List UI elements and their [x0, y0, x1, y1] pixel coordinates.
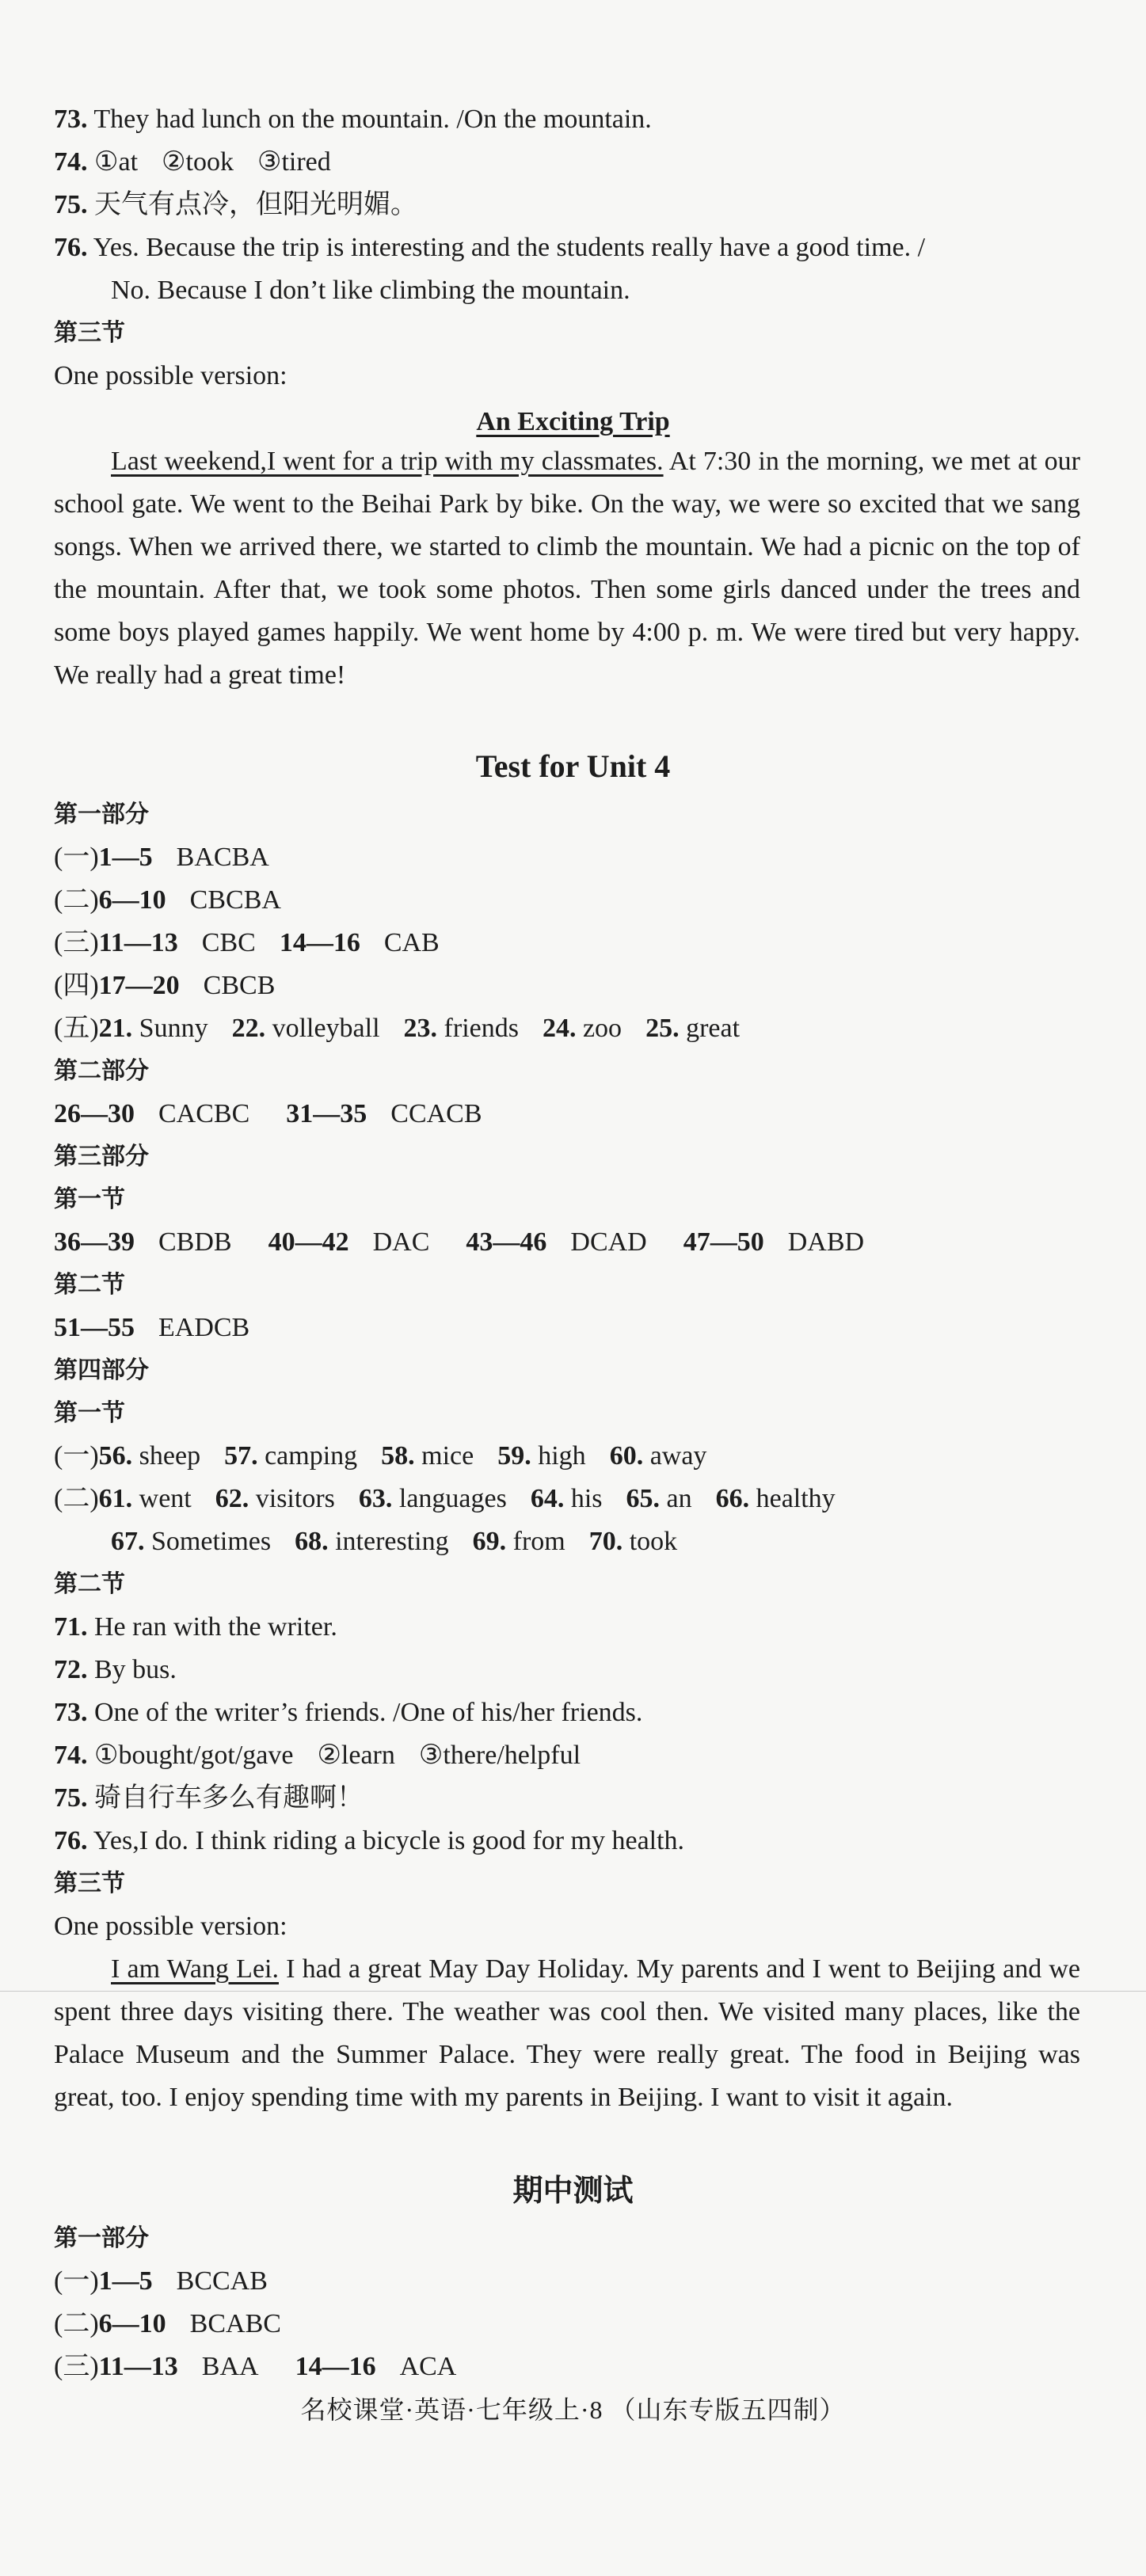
answer-76-cont: No. Because I don’t like climbing the mountain. [111, 276, 630, 305]
section-heading: 第一节 [54, 1185, 125, 1213]
underlined-topic-sentence: I am Wang Lei. [111, 1954, 279, 1984]
answer-76 [54, 226, 1114, 269]
answer-row: (一)56. sheep 57. camping 58. mice 59. high 60. away [54, 1441, 707, 1471]
unit-title: Test for Unit 4 [475, 748, 671, 784]
answer-row: (五)21. Sunny 22. volleyball 23. friends 24. zoo 25. great [54, 1014, 741, 1043]
answer-74: 74. ①bought/got/gave ②learn ③there/helpful [54, 1741, 581, 1770]
answer-row: (二)61. went 62. visitors 63. languages 64. his 65. an 66. healthy [54, 1484, 836, 1513]
question-number: 76. [54, 233, 88, 262]
answer-text: They had lunch on the mountain. /On the mountain. [87, 105, 652, 134]
midterm-title: 期中测试 [512, 2173, 634, 2208]
answer-75 [54, 184, 1114, 226]
possible-version-label: One possible version: [54, 1912, 287, 1941]
section-heading: 第一节 [54, 1399, 125, 1427]
answer-row: 36—39 CBDB 40—42 DAC 43—46 DCAD 47—50 DABD [54, 1227, 865, 1257]
answer-75: 75. 骑自行车多么有趣啊！ [54, 1783, 364, 1813]
answer-73: 73. One of the writer’s friends. /One of his/her friends. [54, 1698, 643, 1727]
possible-version-label: One possible version: [54, 361, 287, 390]
answer-row: 26—30 CACBC 31—35 CCACB [54, 1099, 482, 1128]
essay-paragraph [54, 440, 1080, 697]
answer-row: (一)1—5 BACBA [54, 843, 269, 872]
underlined-topic-sentence: Last weekend,I went for a trip with my classmates. [111, 447, 664, 476]
answer-row: (三)11—13 BAA 14—16 ACA [54, 2352, 457, 2381]
answer-row: 67. Sometimes 68. interesting 69. from 70. took [111, 1527, 678, 1556]
part-heading: 第二部分 [54, 1057, 149, 1085]
answer-part: ②took [162, 147, 234, 177]
essay-body: I had a great May Day Holiday. My parents and I went to Beijing and we spent three days visiting there. The weather was cool then. We visited many places, like the Palace Museum and the Summer Palace. They were really great. The food in Beijing was great, too. I enjoy spending time with my parents in Beijing. I want to visit it again. [54, 1954, 1080, 2112]
answer-74 [54, 141, 1114, 184]
essay-title: An Exciting Trip [476, 407, 670, 436]
answer-row: (一)1—5 BCCAB [54, 2266, 268, 2296]
section-heading: 第三节 [54, 1870, 125, 1897]
part-heading: 第三部分 [54, 1143, 149, 1170]
part-heading: 第四部分 [54, 1356, 149, 1384]
question-number: 75. [54, 190, 88, 219]
answer-text: Yes. Because the trip is interesting and the students really have a good time. / [87, 233, 926, 262]
answer-part: ③tired [257, 147, 331, 177]
essay-body: At 7:30 in the morning, we met at our school gate. We went to the Beihai Park by bike. On the way, we were so excited that we sang songs. When we arrived there, we started to climb the mountain. We had a picnic on the top of the mountain. After that, we took some photos. Then some girls danced under the trees and some boys played games happily. We went home by 4:00 p. m. We were tired but very happy. We really had a great time! [54, 447, 1080, 690]
question-number: 74. [54, 147, 88, 177]
answer-part: ①at [94, 147, 139, 177]
answer-71: 71. He ran with the writer. [54, 1612, 337, 1642]
answer-73 [54, 98, 1114, 141]
section-heading: 第二节 [54, 1271, 125, 1299]
answer-row: 51—55 EADCB [54, 1313, 250, 1342]
answer-72: 72. By bus. [54, 1655, 177, 1684]
answer-row: (四)17—20 CBCB [54, 971, 276, 1000]
answer-76: 76. Yes,I do. I think riding a bicycle is good for my health. [54, 1826, 685, 1855]
answer-row: (二)6—10 BCABC [54, 2309, 281, 2338]
part-heading: 第一部分 [54, 801, 149, 828]
question-number: 73. [54, 105, 88, 134]
answer-text: 天气有点冷，但阳光明媚。 [87, 190, 417, 219]
answer-row: (二)6—10 CBCBA [54, 885, 281, 915]
answer-row: (三)11—13 CBC 14—16 CAB [54, 928, 440, 957]
section-heading: 第二节 [54, 1570, 125, 1598]
section-heading: 第三节 [54, 319, 125, 347]
essay-paragraph [54, 1948, 1080, 2119]
page-footer: 名校课堂·英语·七年级上·8 （山东专版五四制） [300, 2395, 846, 2424]
part-heading: 第一部分 [54, 2224, 149, 2252]
